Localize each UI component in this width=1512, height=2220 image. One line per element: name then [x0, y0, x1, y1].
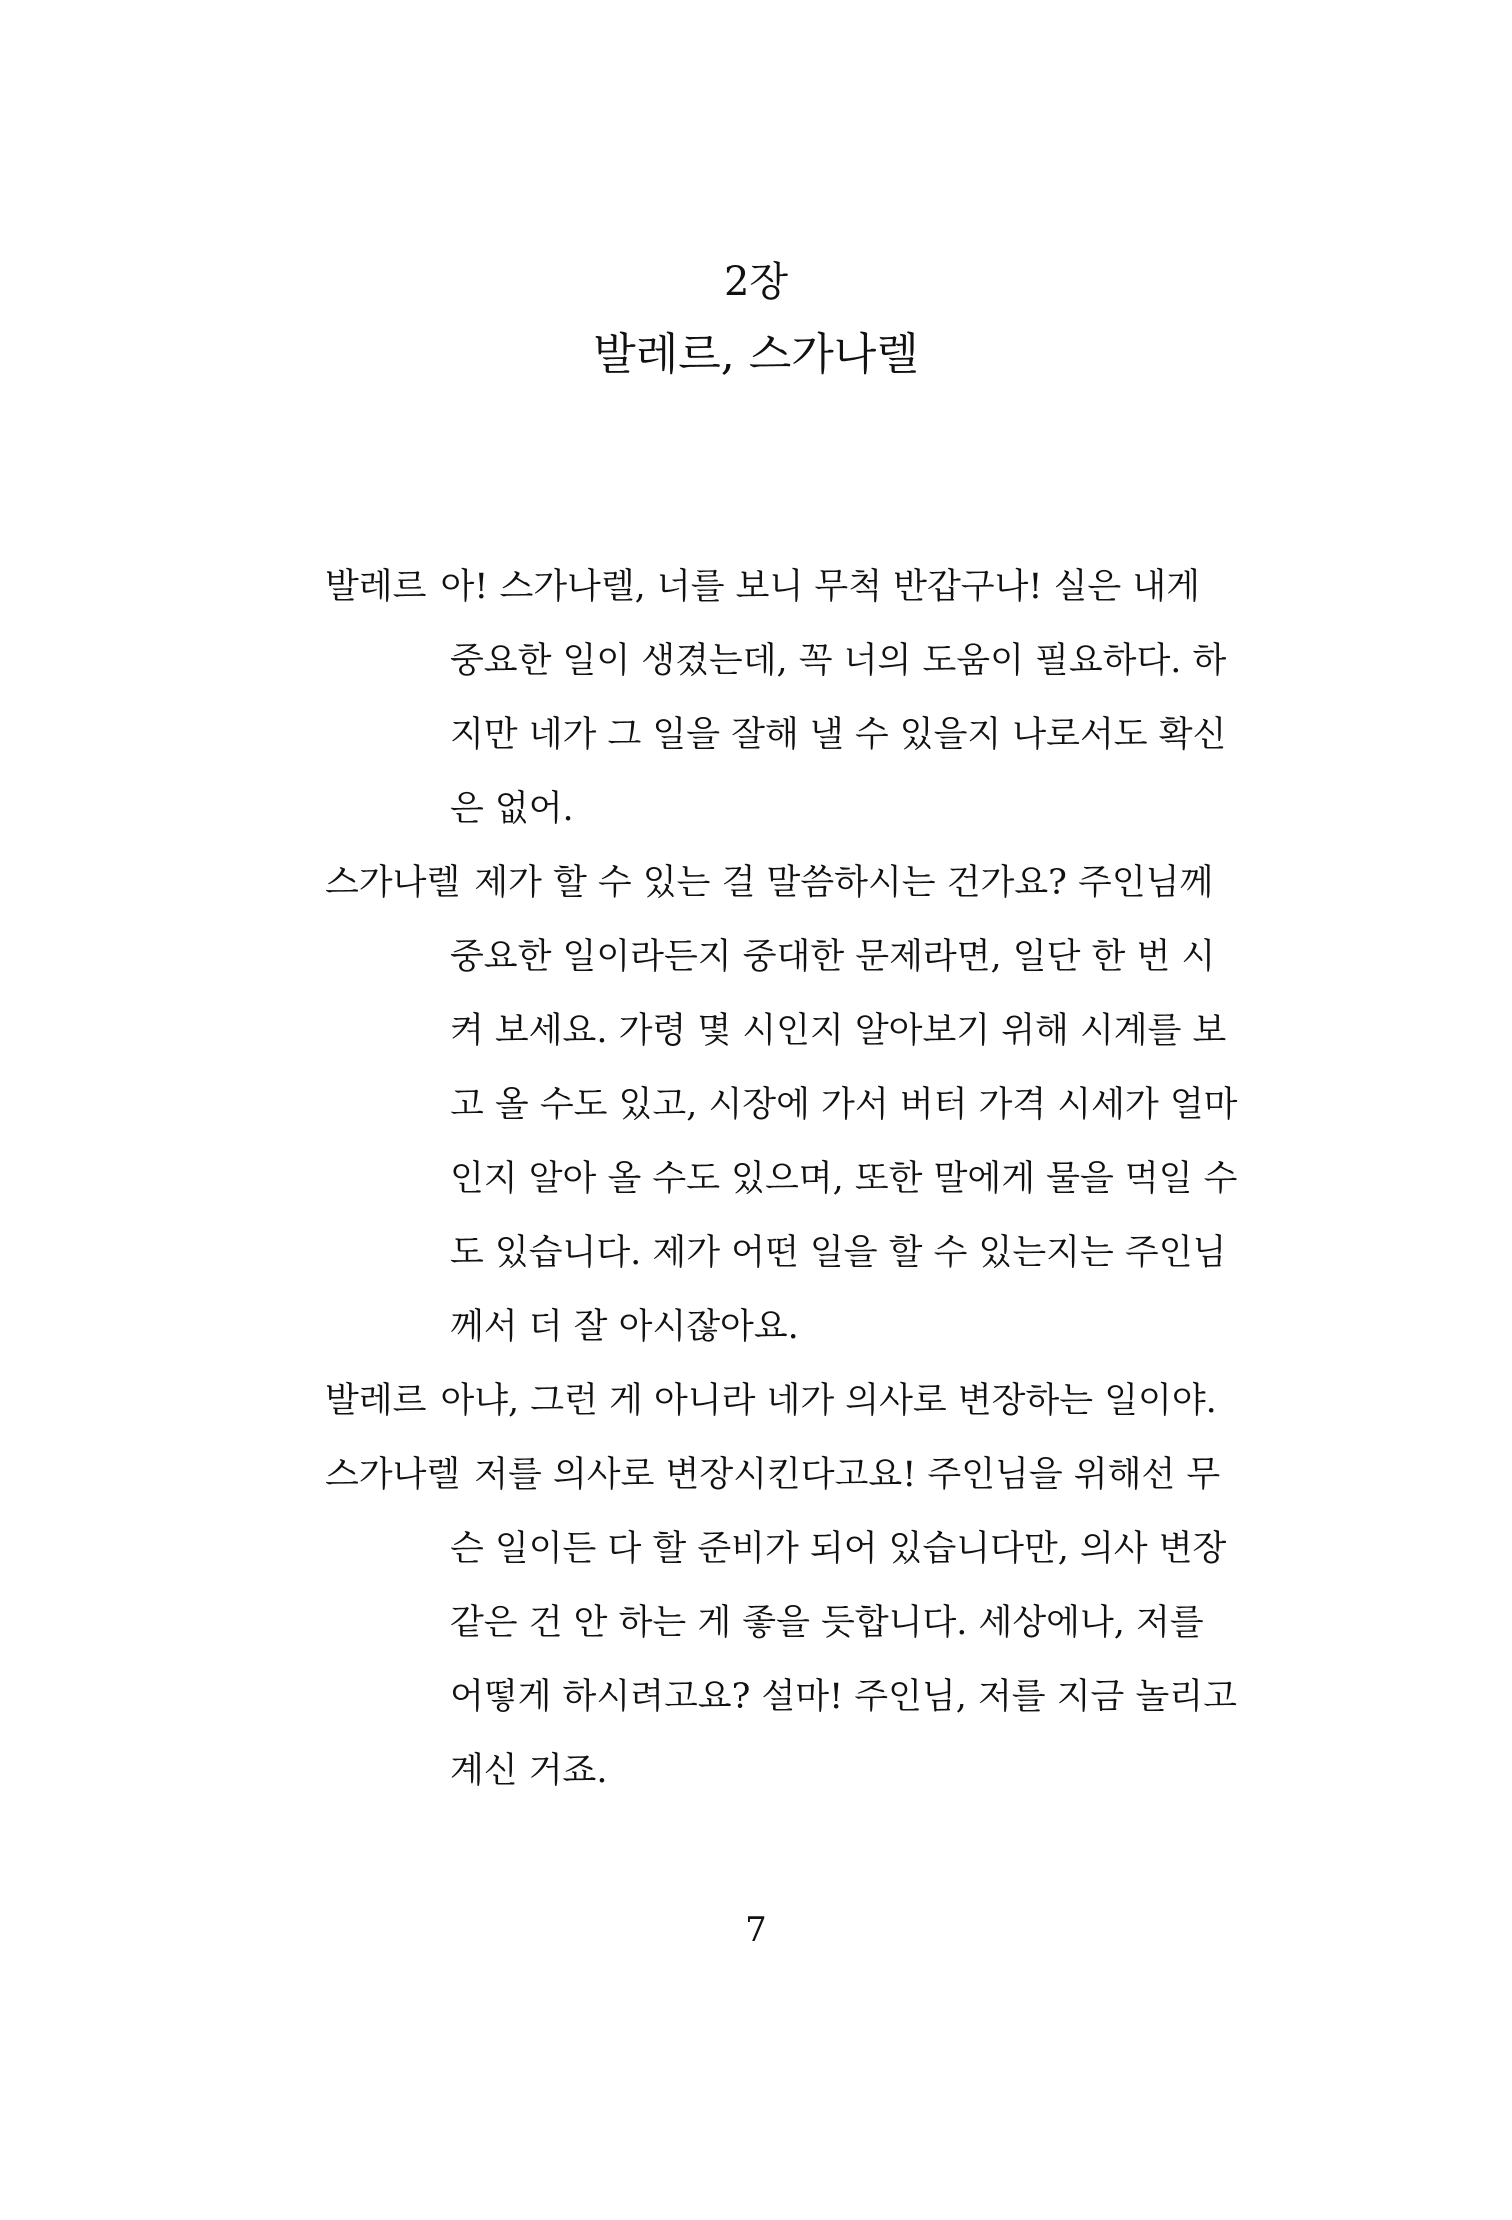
speech-text: 같은 건 안 하는 게 좋을 듯합니다. 세상에나, 저를: [450, 1603, 1204, 1643]
chapter-title: 발레르, 스가나렐: [593, 329, 919, 380]
speech-text: 제가 할 수 있는 걸 말씀하시는 건가요? 주인님께: [474, 863, 1214, 903]
speech-line: [325, 772, 1265, 846]
speaker-name: 스가나렐: [325, 863, 461, 903]
speech-text: 계신 거죠.: [450, 1751, 608, 1791]
speech-line: [325, 1512, 1265, 1586]
speech-text: 아냐, 그런 게 아니라 네가 의사로 변장하는 일이야.: [440, 1381, 1217, 1421]
speech-line: [325, 624, 1265, 698]
speech-line: [325, 920, 1265, 994]
speech-line: [325, 1734, 1265, 1808]
speech-line: [325, 550, 1265, 624]
speech-block: [325, 1364, 1265, 1438]
speech-text: 아! 스가나렐, 너를 보니 무척 반갑구나! 실은 내게: [440, 567, 1200, 607]
page-number: 7: [745, 1910, 767, 1950]
speaker-name: 발레르: [325, 567, 427, 607]
speech-line: [325, 994, 1265, 1068]
speech-text: 지만 네가 그 일을 잘해 낼 수 있을지 나로서도 확신: [450, 715, 1227, 755]
speech-line: [325, 1216, 1265, 1290]
speech-text: 도 있습니다. 제가 어떤 일을 할 수 있는지는 주인님: [450, 1233, 1227, 1273]
speech-line: [325, 1586, 1265, 1660]
speaker-name: 발레르: [325, 1381, 427, 1421]
speech-text: 은 없어.: [450, 789, 574, 829]
speech-text: 켜 보세요. 가령 몇 시인지 알아보기 위해 시계를 보: [450, 1011, 1227, 1051]
speech-text: 고 올 수도 있고, 시장에 가서 버터 가격 시세가 얼마: [450, 1085, 1238, 1125]
speech-block: [325, 550, 1265, 846]
speaker-name: 스가나렐: [325, 1455, 461, 1495]
speech-text: 께서 더 잘 아시잖아요.: [450, 1307, 799, 1347]
speech-text: 슨 일이든 다 할 준비가 되어 있습니다만, 의사 변장: [450, 1529, 1227, 1569]
speech-line: [325, 1438, 1265, 1512]
speech-text: 중요한 일이라든지 중대한 문제라면, 일단 한 번 시: [450, 937, 1216, 977]
speech-block: [325, 846, 1265, 1364]
dialogue-body: [325, 550, 1265, 1808]
speech-line: [325, 1142, 1265, 1216]
speech-text: 저를 의사로 변장시킨다고요! 주인님을 위해선 무: [474, 1455, 1221, 1495]
speech-line: [325, 1290, 1265, 1364]
speech-line: [325, 846, 1265, 920]
speech-line: [325, 1068, 1265, 1142]
speech-line: [325, 1660, 1265, 1734]
speech-block: [325, 1438, 1265, 1808]
speech-text: 중요한 일이 생겼는데, 꼭 너의 도움이 필요하다. 하: [450, 641, 1227, 681]
speech-line: [325, 1364, 1265, 1438]
speech-text: 인지 알아 올 수도 있으며, 또한 말에게 물을 먹일 수: [450, 1159, 1238, 1199]
speech-line: [325, 698, 1265, 772]
chapter-number: 2장: [723, 259, 789, 305]
speech-text: 어떻게 하시려고요? 설마! 주인님, 저를 지금 놀리고: [450, 1677, 1237, 1717]
